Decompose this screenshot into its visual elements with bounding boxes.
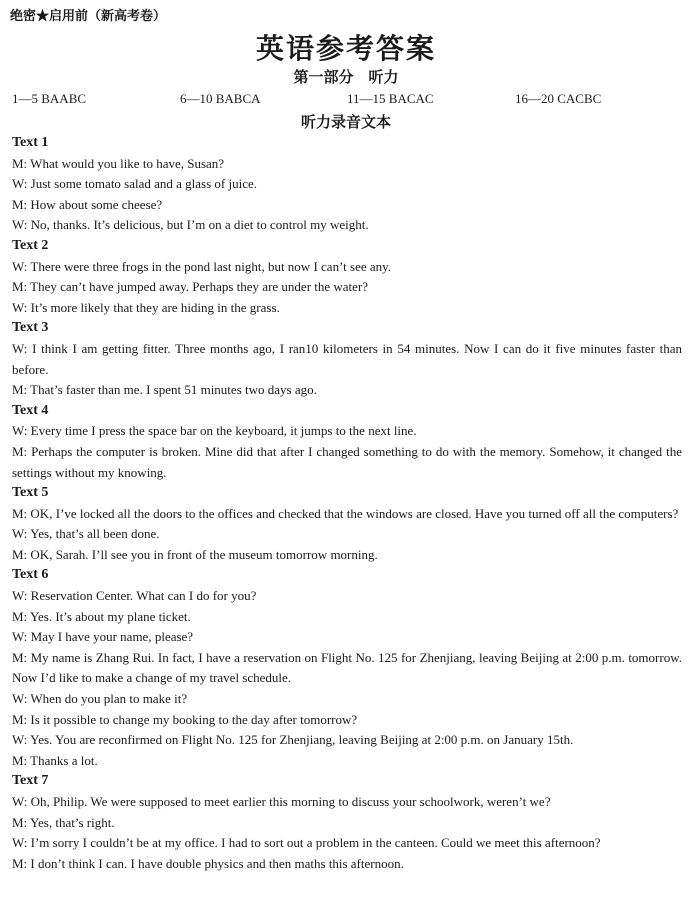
- answer-group: [12, 91, 86, 107]
- dialogue-line: M: Yes, that’s right.: [12, 814, 115, 830]
- text-heading: Text 4: [12, 402, 49, 418]
- answer-range: 16—20: [515, 91, 554, 106]
- text-block: [12, 133, 682, 236]
- dialogue-line: M: Perhaps the computer is broken. Mine did that after I changed something to do with the memory. Somehow, it changed the settings without my knowing.: [12, 443, 682, 480]
- transcript-title: 听力录音文本: [300, 115, 391, 131]
- answer-group: [180, 91, 261, 107]
- dialogue-line: W: I’m sorry I couldn’t be at my office. I had to sort out a problem in the canteen. Could we meet this afternoon?: [12, 835, 601, 851]
- answer-letters: BAABC: [41, 91, 87, 106]
- text-block: [12, 483, 682, 565]
- answer-group: [515, 91, 601, 107]
- dialogue-line: M: They can’t have jumped away. Perhaps they are under the water?: [12, 279, 369, 295]
- dialogue-line: M: OK, I’ve locked all the doors to the offices and checked that the windows are closed. Have you turned off all the computers?: [12, 505, 679, 521]
- text-heading: Text 2: [12, 237, 49, 253]
- confidential-label: 绝密★启用前（新高考卷）: [10, 8, 167, 23]
- answer-letters: BACAC: [388, 91, 434, 106]
- answer-group: [347, 91, 434, 107]
- answer-range: 1—5: [12, 91, 38, 106]
- text-heading: Text 7: [12, 773, 49, 789]
- dialogue-line: M: How about some cheese?: [12, 196, 163, 212]
- dialogue-line: W: Yes. You are reconfirmed on Flight No. 125 for Zhenjiang, leaving Beijing at 2:00 p.m. on January 15th.: [12, 732, 574, 748]
- answer-letters: BABCA: [215, 91, 261, 106]
- page-title: 英语参考答案: [255, 34, 436, 65]
- text-heading: Text 1: [12, 135, 49, 150]
- dialogue-line: W: No, thanks. It’s delicious, but I’m on a diet to control my weight.: [12, 217, 369, 233]
- text-heading: Text 3: [12, 320, 49, 336]
- dialogue-line: M: Thanks a lot.: [12, 752, 98, 768]
- text-heading: Text 5: [12, 485, 49, 501]
- text-block: [12, 565, 682, 771]
- dialogue-line: M: That’s faster than me. I spent 51 minutes two days ago.: [12, 382, 317, 398]
- section-title: 第一部分 听力: [293, 70, 399, 86]
- dialogue-line: M: Yes. It’s about my plane ticket.: [12, 608, 191, 624]
- dialogue-line: M: What would you like to have, Susan?: [12, 155, 225, 171]
- answer-range: 11—15: [347, 91, 386, 106]
- answer-row: [0, 91, 692, 109]
- dialogue-line: W: It’s more likely that they are hiding in the grass.: [12, 299, 280, 315]
- text-block: [12, 771, 682, 874]
- dialogue-line: W: Reservation Center. What can I do for you?: [12, 588, 257, 604]
- dialogue-line: W: Oh, Philip. We were supposed to meet earlier this morning to discuss your schoolwork, weren’t we?: [12, 794, 551, 809]
- dialogue-line: W: Yes, that’s all been done.: [12, 526, 160, 542]
- dialogue-line: W: Just some tomato salad and a glass of juice.: [12, 176, 258, 192]
- dialogue-line: W: There were three frogs in the pond last night, but now I can’t see any.: [12, 258, 392, 274]
- answer-letters: CACBC: [557, 91, 602, 106]
- dialogue-line: M: Is it possible to change my booking to the day after tomorrow?: [12, 711, 358, 727]
- text-heading: Text 6: [12, 567, 49, 583]
- answer-range: 6—10: [180, 91, 213, 106]
- text-block: [12, 318, 682, 400]
- dialogue-line: W: When do you plan to make it?: [12, 691, 188, 707]
- text-block: [12, 401, 682, 483]
- dialogue-line: W: May I have your name, please?: [12, 629, 194, 645]
- dialogue-line: W: I think I am getting fitter. Three months ago, I ran10 kilometers in 54 minutes. Now I can do it five minutes faster than before.: [12, 340, 682, 377]
- transcript-body: [12, 133, 682, 874]
- text-block: [12, 236, 682, 318]
- dialogue-line: M: OK, Sarah. I’ll see you in front of the museum tomorrow morning.: [12, 546, 378, 562]
- dialogue-line: W: Every time I press the space bar on the keyboard, it jumps to the next line.: [12, 423, 417, 439]
- dialogue-line: M: My name is Zhang Rui. In fact, I have a reservation on Flight No. 125 for Zhenjiang, leaving Beijing at 2:00 p.m. tomorrow. Now I’d like to make a change of my travel schedule.: [12, 649, 682, 686]
- dialogue-line: M: I don’t think I can. I have double physics and then maths this afternoon.: [12, 855, 404, 871]
